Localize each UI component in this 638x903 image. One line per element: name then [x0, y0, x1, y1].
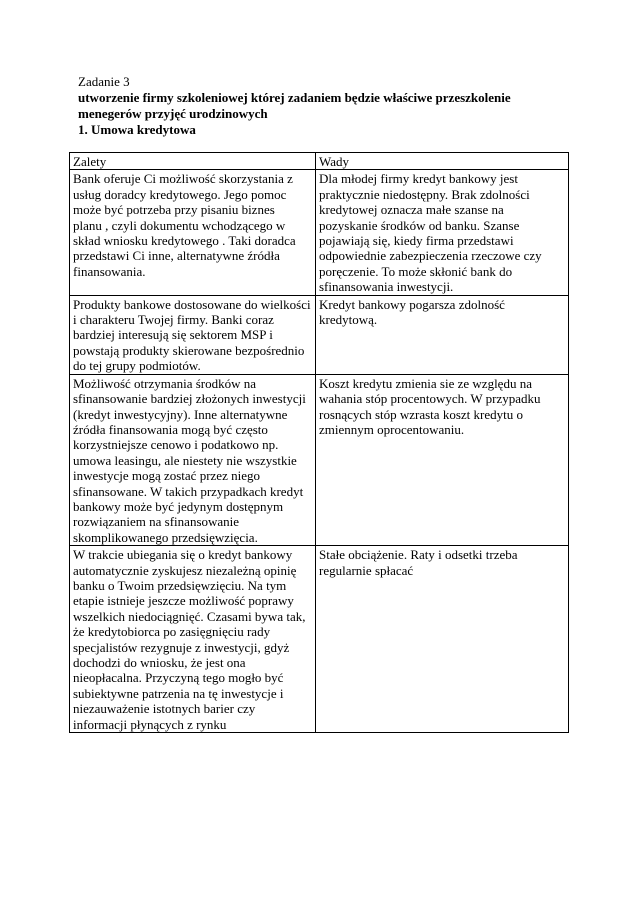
cell-line: regularnie spłacać [319, 562, 414, 578]
header-pros: Zalety [70, 153, 316, 170]
pros-cons-table [69, 152, 569, 733]
cell-line: umowa leasingu, ale niestety nie wszystkie [73, 452, 297, 468]
table-row [70, 295, 569, 374]
cell-line: Bank oferuje Ci możliwość skorzystania z [73, 171, 293, 187]
cell-line: przedstawi Ci inne, alternatywne źródła [73, 248, 280, 264]
subtitle-line-1: utworzenie firmy szkoleniowej której zadaniem będzie właściwe przeszkolenie [78, 90, 511, 105]
pro-cell [70, 374, 316, 545]
cell-line: kredytowej oznacza małe szanse na [319, 202, 504, 218]
con-cell [316, 374, 569, 545]
cell-line: W trakcie ubiegania się o kredyt bankowy [73, 547, 293, 563]
section-title: 1. Umowa kredytowa [78, 122, 196, 137]
cell-line: Koszt kredytu zmienia sie ze względu na [319, 375, 532, 391]
cell-line: odpowiednie zabezpieczenia rzeczowe czy [319, 248, 542, 264]
cell-line: Dla młodej firmy kredyt bankowy jest [319, 171, 518, 187]
cell-line: usług doradcy kredytowego. Jego pomoc [73, 186, 287, 202]
header-cons: Wady [316, 153, 569, 170]
table-row [70, 170, 569, 295]
con-cell [316, 295, 569, 374]
cell-line: Produkty bankowe dostosowane do wielkości [73, 296, 311, 312]
cell-line: (kredyt inwestycyjny). Inne alternatywne [73, 406, 288, 422]
cell-line: rosnących stóp wzrasta koszt kredytu o [319, 406, 523, 422]
subtitle-line-2: menegerów przyjęć urodzinowych [78, 106, 268, 121]
cell-line: Możliwość otrzymania środków na [73, 375, 257, 391]
cell-line: banku o Twoim przedsięwzięciu. Na tym [73, 577, 287, 593]
cell-line: sfinansowania inwestycji. [319, 279, 454, 295]
task-title: Zadanie 3 [78, 74, 130, 89]
cell-line: praktycznie niedostępny. Brak zdolności [319, 186, 530, 202]
cell-line: poręczenie. To może skłonić bank do [319, 263, 513, 279]
cell-line: powstają produkty skierowane bezpośrednio [73, 342, 305, 358]
table-row [70, 374, 569, 545]
cell-line: niezauważenie istotnych barier czy [73, 701, 256, 717]
cell-line: bardziej interesują się sektorem MSP i [73, 327, 273, 343]
cell-line: Kredyt bankowy pogarsza zdolność [319, 296, 505, 312]
cell-line: sfinansowane. W takich przypadkach kredyt [73, 483, 304, 499]
pro-cell [70, 170, 316, 295]
cell-line: że kredytobiorca po zasięgnięciu rady [73, 624, 271, 640]
cell-line: korzystniejsze cenowo i podatkowo np. [73, 437, 279, 453]
cell-line: subiektywne patrzenia na tę inwestycje i [73, 685, 284, 701]
cell-line: sfinansowanie bardziej złożonych inwestycji [73, 391, 306, 407]
cell-line: pozyskanie środków od banku. Szanse [319, 217, 520, 233]
con-cell [316, 170, 569, 295]
pro-cell [70, 546, 316, 733]
cell-line: kredytową. [319, 312, 378, 328]
cell-line: etapie istnieje jeszcze możliwość poprawy [73, 593, 294, 609]
table-row [70, 546, 569, 733]
cell-line: rozwiązaniem na sfinansowanie [73, 514, 240, 530]
cell-line: Stałe obciążenie. Raty i odsetki trzeba [319, 547, 518, 563]
cell-line: planu , czyli dokumentu wchodzącego w [73, 217, 286, 233]
cell-line: źródła finansowania mogą być często [73, 421, 268, 437]
cell-line: automatycznie zyskujesz niezależną opinię [73, 562, 297, 578]
con-cell [316, 546, 569, 733]
cell-line: skomplikowanego przedsięwzięcia. [73, 529, 258, 545]
cell-line: informacji płynących z rynku [73, 716, 227, 732]
cell-line: i charakteru Twojej firmy. Banki coraz [73, 312, 274, 328]
document-header [78, 74, 568, 138]
cell-line: dochodzi do wniosku, że jest ona [73, 655, 246, 670]
cell-line: zmiennym oprocentowaniu. [319, 421, 465, 437]
pro-cell [70, 295, 316, 374]
cell-line: specjalistów rezygnuje z inwestycji, gdyż [73, 639, 290, 655]
table-header-row [70, 153, 569, 170]
cell-line: bankowy może być jedynym dostępnym [73, 498, 284, 514]
cell-line: finansowania. [73, 263, 146, 279]
cell-line: nieopłacalna. Przyczyną tego mogło być [73, 670, 284, 686]
cell-line: może być potrzeba przy pisaniu biznes [73, 202, 275, 218]
cell-line: skład wniosku kredytowego . Taki doradca [73, 233, 296, 249]
cell-line: inwestycje mogą zostać przez niego [73, 468, 260, 484]
cell-line: do tej grupy podmiotów. [73, 358, 201, 374]
cell-line: pojawiają się, kiedy firma przedstawi [319, 233, 514, 249]
cell-line: wahania stóp procentowych. W przypadku [319, 391, 541, 407]
cell-line: wszelkich niedociągnięć. Czasami bywa tak, [73, 608, 306, 624]
